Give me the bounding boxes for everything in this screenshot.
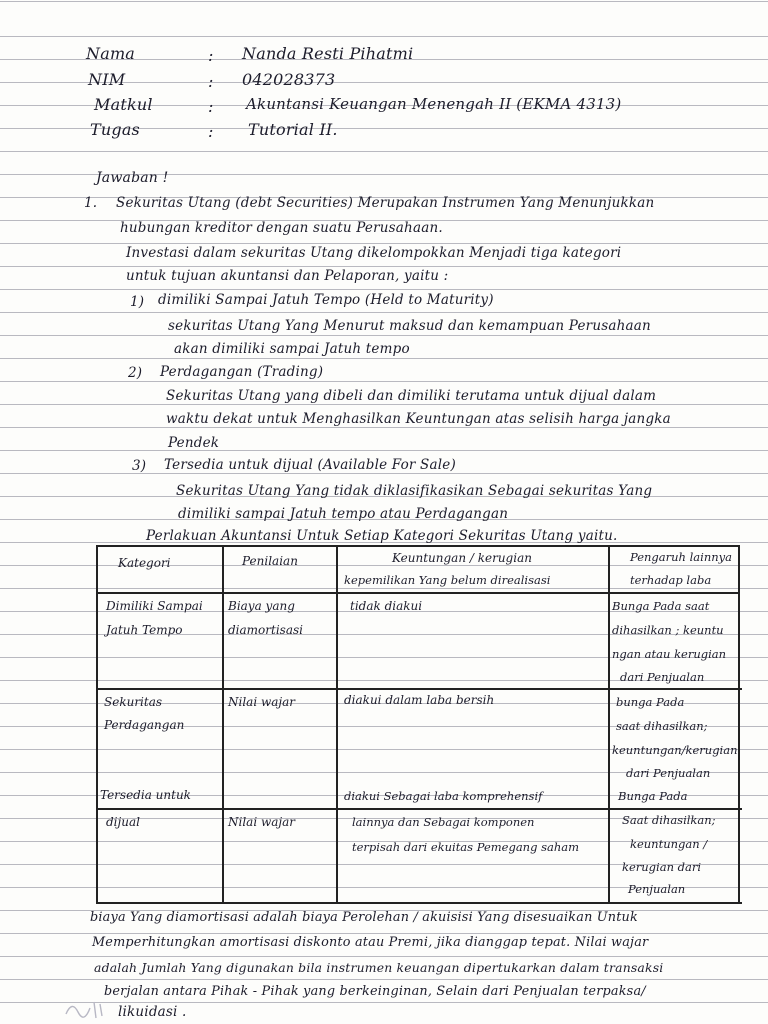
td-kategori: Sekuritas [104,695,163,709]
item-line: akan dimiliki sampai Jatuh tempo [174,341,410,357]
footer-line: adalah Jumlah Yang digunakan bila instrumen keuangan dipertukarkan dalam transaksi [94,960,664,975]
item-line: Pendek [168,435,220,451]
pencil-scribble [60,994,120,1022]
colon: : [208,122,214,141]
td-pengaruh: ngan atau kerugian [612,647,727,661]
value-matkul: Akuntansi Keuangan Menengah II (EKMA 4313) [246,95,622,113]
answer-number: 1. [84,195,98,211]
td-kategori: Jatuh Tempo [106,623,183,637]
body-line: hubungan kreditor dengan suatu Perusahaan. [120,220,443,236]
td-pengaruh: bunga Pada [616,695,685,709]
td-pengaruh: Saat dihasilkan; [622,813,716,827]
td-penilaian: Biaya yang [228,599,295,613]
th-pengaruh: terhadap laba [630,573,712,587]
footer-line: biaya Yang diamortisasi adalah biaya Perolehan / akuisisi Yang disesuaikan Untuk [90,910,638,925]
item-line: dimiliki sampai Jatuh tempo atau Perdagangan [178,506,509,522]
table-intro: Perlakuan Akuntansi Untuk Setiap Kategori Sekuritas Utang yaitu. [146,528,618,544]
footer-line: likuidasi . [118,1004,187,1020]
item-title: Tersedia untuk dijual (Available For Sale) [164,457,456,473]
td-penilaian: diamortisasi [228,623,303,637]
item-line: sekuritas Utang Yang Menurut maksud dan kemampuan Perusahaan [168,318,651,334]
td-kategori: Dimiliki Sampai [106,599,203,613]
body-line: Investasi dalam sekuritas Utang dikelompokkan Menjadi tiga kategori [126,245,622,261]
th-pengaruh: Pengaruh lainnya [630,550,732,564]
value-tugas: Tutorial II. [248,120,338,139]
label-tugas: Tugas [90,120,140,139]
colon: : [208,97,214,116]
footer-line: berjalan antara Pihak - Pihak yang berkeinginan, Selain dari Penjualan terpaksa/ [104,984,646,999]
colon: : [208,46,214,65]
item-title: Perdagangan (Trading) [160,364,324,380]
label-matkul: Matkul [94,95,153,114]
td-pengaruh: Bunga Pada saat [612,599,710,613]
table-col-line [336,545,338,904]
table-row-divider [96,688,742,690]
td-pengaruh: saat dihasilkan; [616,719,708,733]
item-number: 3) [132,458,147,474]
td-keuntungan: diakui Sebagai laba komprehensif [344,789,543,803]
item-line: Sekuritas Utang Yang tidak diklasifikasikan Sebagai sekuritas Yang [176,483,653,499]
td-pengaruh: dihasilkan ; keuntu [612,623,724,637]
table-header-divider [96,592,738,594]
body-line: Sekuritas Utang (debt Securities) Merupakan Instrumen Yang Menunjukkan [116,195,655,211]
item-line: waktu dekat untuk Menghasilkan Keuntungan atas selisih harga jangka [166,411,671,427]
td-pengaruh: Penjualan [628,882,686,896]
td-keuntungan: terpisah dari ekuitas Pemegang saham [352,840,580,854]
table-border-top [96,545,738,547]
td-pengaruh: dari Penjualan [620,670,705,684]
td-kategori: Tersedia untuk [100,788,191,802]
value-nama: Nanda Resti Pihatmi [242,44,414,63]
table-col-line [222,545,224,904]
table-col-line [608,545,610,904]
td-pengaruh: keuntungan/kerugian [612,743,738,757]
colon: : [208,72,214,91]
item-number: 2) [128,365,143,381]
td-keuntungan: tidak diakui [350,599,423,613]
table-col-line [738,545,740,904]
td-pengaruh: dari Penjualan [626,766,711,780]
th-kategori: Kategori [118,556,171,570]
th-keuntungan: kepemilikan Yang belum direalisasi [344,573,551,587]
td-keuntungan: lainnya dan Sebagai komponen [352,815,535,829]
table-col-line [96,545,98,904]
td-penilaian: Nilai wajar [228,695,296,709]
td-pengaruh: kerugian dari [622,860,702,874]
label-nama: Nama [86,44,136,63]
td-pengaruh: Bunga Pada [618,789,688,803]
td-pengaruh: keuntungan / [630,837,708,851]
value-nim: 042028373 [242,70,336,89]
table-row-divider [96,808,742,810]
jawaban-heading: Jawaban ! [96,170,169,186]
td-kategori: Perdagangan [104,718,185,732]
item-number: 1) [130,294,145,310]
footer-line: Memperhitungkan amortisasi diskonto atau Premi, jika dianggap tepat. Nilai wajar [92,935,649,950]
item-line: Sekuritas Utang yang dibeli dan dimiliki terutama untuk dijual dalam [166,388,657,404]
th-penilaian: Penilaian [242,554,298,568]
td-keuntungan: diakui dalam laba bersih [344,693,495,707]
td-kategori: dijual [106,815,140,829]
body-line: untuk tujuan akuntansi dan Pelaporan, yaitu : [126,268,449,284]
th-keuntungan: Keuntungan / kerugian [392,551,532,565]
td-penilaian: Nilai wajar [228,815,296,829]
table-border-bottom [96,902,742,904]
item-title: dimiliki Sampai Jatuh Tempo (Held to Maturity) [158,292,494,308]
label-nim: NIM [88,70,126,89]
